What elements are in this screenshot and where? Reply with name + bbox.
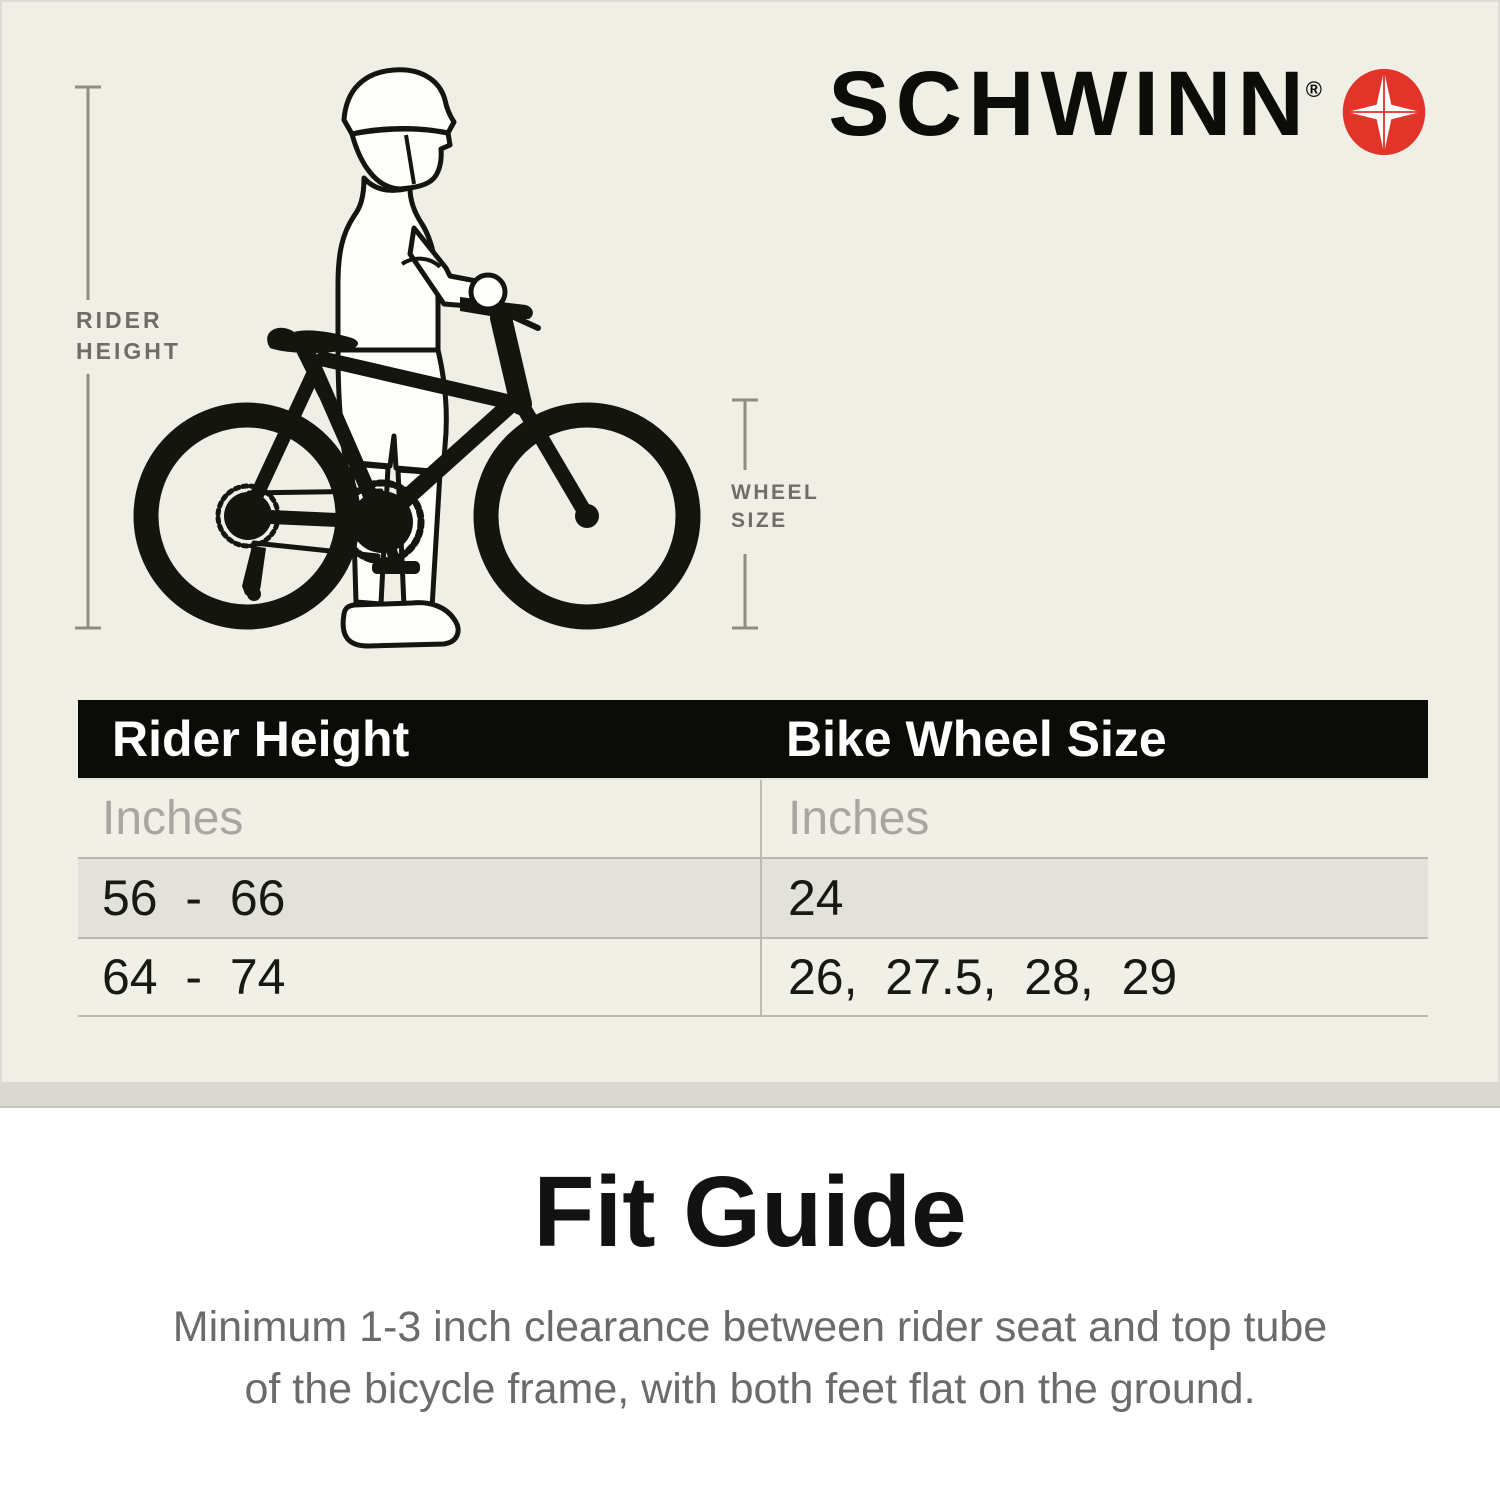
rider-height-value: 64 - 74 xyxy=(102,949,286,1005)
wheel-size-value: 24 xyxy=(760,859,1428,937)
fit-description xyxy=(0,1296,1500,1420)
brand-wordmark xyxy=(828,53,1322,155)
rider-hand xyxy=(471,275,505,309)
rider-figure xyxy=(338,70,494,646)
column-header-bike-wheel-size: Bike Wheel Size xyxy=(786,711,1167,767)
rider-height-label-line1: RIDER xyxy=(76,307,163,333)
wheel-size-label xyxy=(731,479,819,535)
rider-height-value: 56 - 66 xyxy=(102,870,286,926)
panel-divider xyxy=(0,1082,1500,1108)
fit-table-row-2 xyxy=(78,937,1428,1017)
rider-height-label-line2: HEIGHT xyxy=(76,338,181,364)
brand-wordmark-text: SCHWINN xyxy=(828,53,1310,155)
wheel-size-label-line2: SIZE xyxy=(731,509,788,532)
fit-description-line1: Minimum 1-3 inch clearance between rider seat and top tube xyxy=(172,1303,1328,1351)
fit-table-header-row xyxy=(78,700,1428,778)
page-title: Fit Guide xyxy=(533,1156,967,1268)
fit-table xyxy=(78,700,1428,1017)
footer-panel xyxy=(0,1110,1500,1500)
brand xyxy=(828,53,1428,158)
rider-height-label xyxy=(76,305,181,367)
registered-mark: ® xyxy=(1305,77,1322,102)
fit-description-line2: of the bicycle frame, with both feet flat on the ground. xyxy=(244,1365,1256,1413)
wheel-size-value: 26, 27.5, 28, 29 xyxy=(760,939,1428,1015)
units-cell-wheel-size: Inches xyxy=(760,780,1428,857)
wheel-size-label-line1: WHEEL xyxy=(731,481,820,504)
units-cell-rider-height: Inches xyxy=(102,792,244,845)
schwinn-star-icon xyxy=(1340,66,1428,158)
fit-table-units-row xyxy=(78,778,1428,857)
fit-table-row-1 xyxy=(78,857,1428,937)
column-header-rider-height: Rider Height xyxy=(112,711,410,767)
